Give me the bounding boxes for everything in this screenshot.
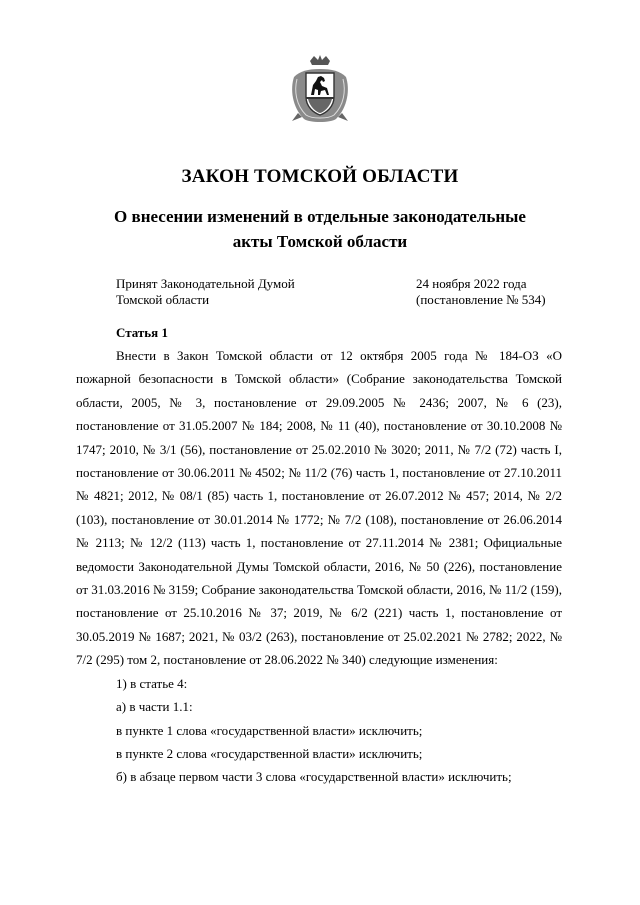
article-body [76, 344, 562, 789]
adoption-date-block [416, 276, 546, 308]
amendment-item: б) в абзаце первом части 3 слова «государственной власти» исключить; [116, 769, 512, 785]
article-intro-paragraph: Внести в Закон Томской области от 12 октября 2005 года № 184-ОЗ «О пожарной безопасности в Томской области» (Собрание законодательства Томской области, 2005, № 3, постановление от 29.09.2005 № 2436; 2007, № 6 (23), постановление от 31.05.2007 № 184; 2008, № 11 (40), постановление от 30.10.2008 № 1747; 2010, № 3/1 (56), постановление от 25.02.2010 № 3020; 2011, № 7/2 (72) часть I, постановление от 30.06.2011 № 4502; № 11/2 (76) часть 1, постановление от 27.10.2011 № 4821; 2012, № 08/1 (85) часть 1, постановление от 26.07.2012 № 457; 2014, № 2/2 (103), постановление от 30.01.2014 № 1772; № 7/2 (108), постановление от 26.06.2014 № 2113; № 12/2 (113) часть 1, постановление от 27.11.2014 № 2381; Официальные ведомости Законодательной Думы Томской области, 2016, № 50 (226), постановление от 31.03.2016 № 3159; Собрание законодательства Томской области, 2016, № 11/2 (159), постановление от 25.10.2016 № 37; 2019, № 6/2 (221) часть 1, постановление от 30.05.2019 № 1687; 2021, № 03/2 (263), постановление от 25.02.2021 № 2782; 2022, № 7/2 (295) том 2, постановление от 28.06.2022 № 340) следующие изменения: [76, 348, 562, 668]
subtitle-line-1: О внесении изменений в отдельные законодательные [114, 207, 526, 226]
adopted-by-line-2: Томской области [116, 292, 210, 307]
adopted-by-line-1: Принят Законодательной Думой [116, 276, 295, 291]
law-subtitle [0, 204, 640, 254]
amendment-item: в пункте 1 слова «государственной власти» исключить; [116, 722, 423, 738]
adoption-date: 24 ноября 2022 года [416, 276, 527, 291]
amendment-item: а) в части 1.1: [116, 699, 193, 715]
amendment-item: в пункте 2 слова «государственной власти» исключить; [116, 745, 423, 761]
amendment-item: 1) в статье 4: [116, 675, 188, 691]
resolution-number: (постановление № 534) [416, 292, 546, 307]
law-title: ЗАКОН ТОМСКОЙ ОБЛАСТИ [181, 166, 459, 187]
subtitle-line-2: акты Томской области [232, 232, 408, 251]
adopted-by-block [116, 276, 295, 308]
tomsk-oblast-coat-of-arms-icon [288, 55, 352, 125]
article-heading: Статья 1 [116, 325, 168, 340]
